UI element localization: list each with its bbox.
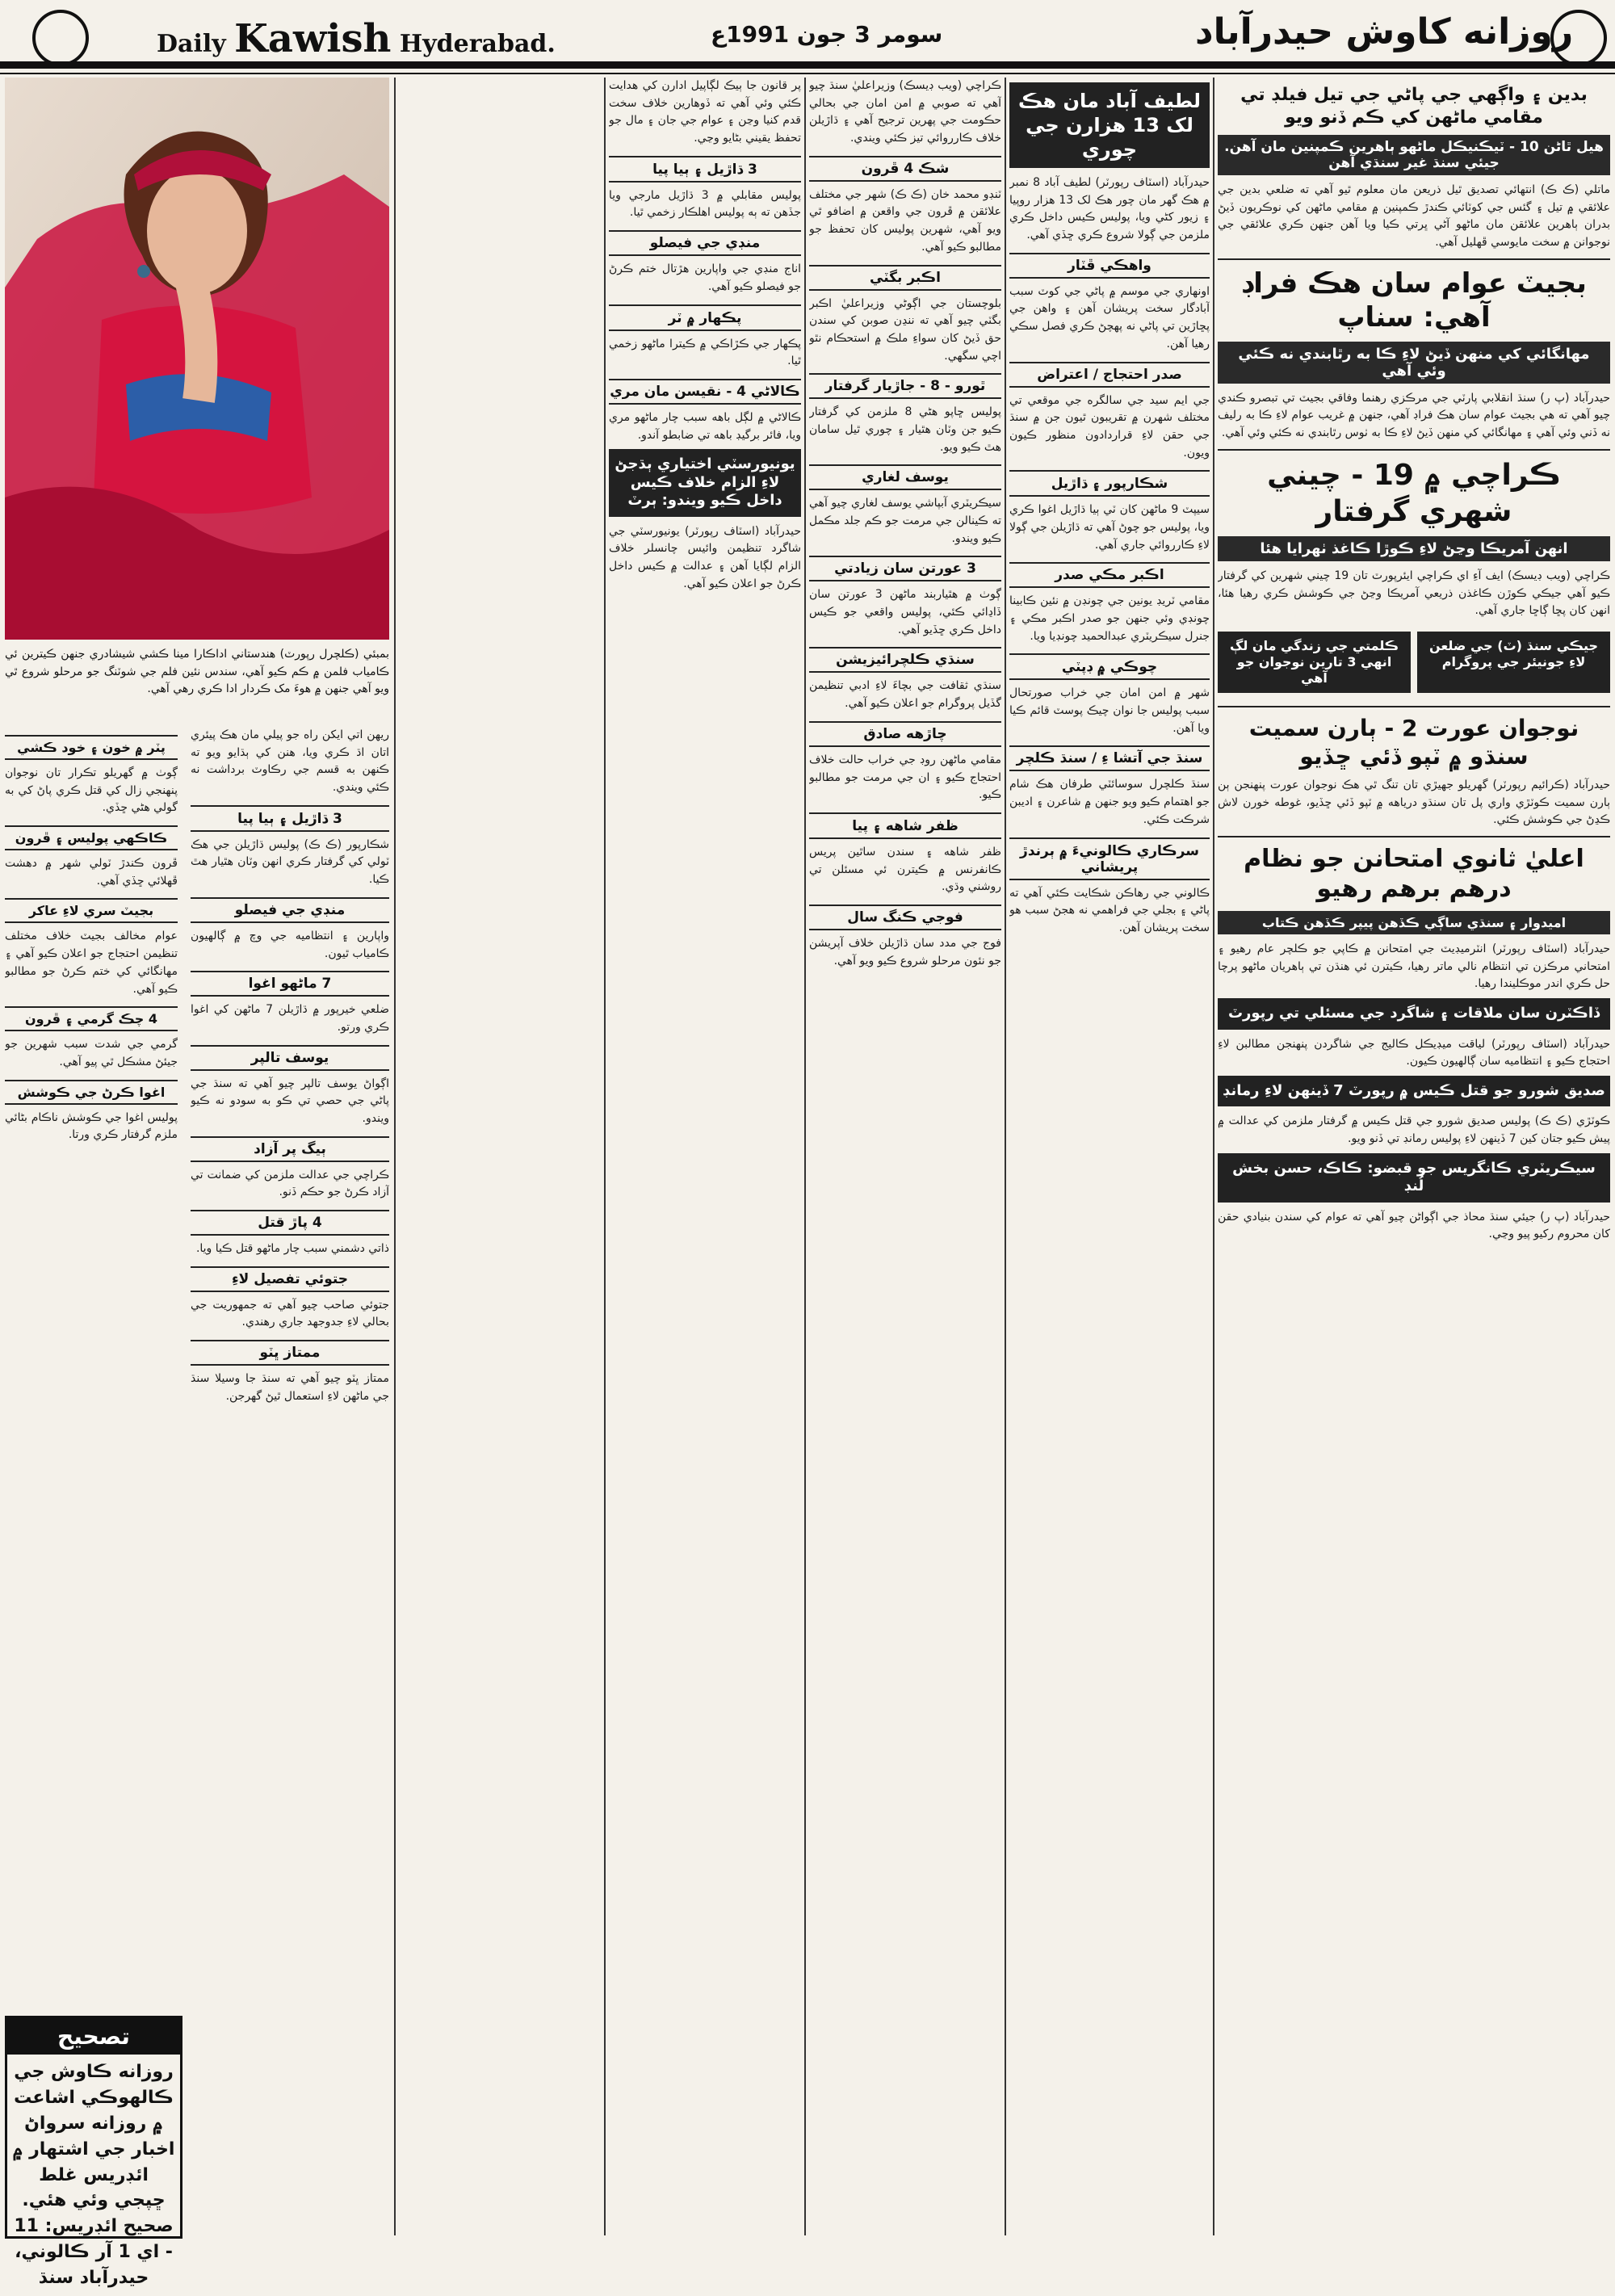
article-bugti: بلوچستان جي اڳوڻي وزيراعليٰ اڪبر بگٽي چيو آهي ته ننڍن صوبن کي سندن حق ڏيڻ کان سواءِ ملڪ ۾ استحڪام نٿو اچي سگهي. [809, 296, 1001, 363]
column-rule [394, 78, 396, 2235]
column-2 [1009, 78, 1210, 2235]
headline-army: فوجي ڪنگ سال [809, 905, 1001, 930]
headline-police-robbery: ڪاڪهي پوليس ۽ ڦرون [5, 825, 178, 850]
article-shikarpur: سيپٽ 9 ماڻهن کان ٽي ٻيا ڌاڙيل اغوا ڪري ويا، پوليس جو چوڻ آهي ته ڌاڙيلن جي ڳولا لاءِ ڪارروائي جاري آهي. [1009, 503, 1210, 552]
headline-road: چاڙهه صادق [809, 721, 1001, 747]
headline-checkpost: چوڪي ۾ ڊپٽي [1009, 653, 1210, 680]
correction-title: تصحيح [7, 2018, 180, 2055]
article-culture: سنڌ ڪلچرل سوسائٽي طرفان هڪ شام جو اهتمام ڪيو ويو جنهن ۾ شاعرن ۽ اديبن شرڪت ڪئي. [1009, 778, 1210, 826]
headline-chinese-arrested: ڪراچي ۾ 19 - چيني شهري گرفتار [1267, 458, 1561, 528]
column-5 [191, 727, 389, 2234]
headline-budget-fraud: بجيٽ عوام سان هڪ فراڊ آهي: سناپ [1241, 267, 1587, 334]
column-4 [609, 78, 801, 2235]
headline-bugti: اڪبر بگٽي [809, 265, 1001, 291]
correction-body: روزانه ڪاوش جي ڪالهوڪي اشاعت ۾ روزانه سرواڻ اخبار جي اشتهار ۾ ائڊريس غلط ڇپجي وئي هئي. صحيح ائڊريس: 11 - اي 1 آر ڪالوني، حيدرآباد سنڌ [12, 2062, 175, 2289]
article-law-agencies: پر قانون جا ٻيڪ لڳاپيل ادارن کي هدايت ڪئي وئي آهي ته ڏوهارين خلاف سخت قدم کنيا وڃن ۽ عوام جي جان ۽ مال جو تحفظ يقيني بڻايو وڃي. [609, 79, 801, 145]
boxed-headline-remand: صديق شورو جو قتل ڪيس ۾ رپورٽ 7 ڏينهن لاءِ رمانڊ [1218, 1076, 1610, 1107]
masthead-ornament-right [1550, 10, 1607, 66]
headline-woman-river: نوجوان عورت 2 - ٻارن سميت سنڌو ۾ ٽپو ڏئي ڇڏيو [1248, 714, 1579, 770]
headline-murders: 4 پاڙ قتل [191, 1210, 389, 1236]
article-theft: حيدرآباد (اسٽاف رپورٽر) لطيف آباد 8 نمبر ۾ هڪ گهر مان چور هڪ لک 13 هزار روپيا ۽ زيور کڻي ويا، پوليس ڪيس داخل ڪري ملزمن جي ڳولا شروع ڪري ڇڏي آهي. [1009, 176, 1210, 242]
article-mandi-2: واپارين ۽ انتظاميه جي وچ ۾ ڳالهيون ڪامياب ٿيون. [191, 929, 389, 960]
article-checkpost: شهر ۾ امن امان جي خراب صورتحال سبب پوليس جا نوان چيڪ پوسٽ قائم ڪيا ويا آهن. [1009, 686, 1210, 735]
correction-box [5, 2016, 182, 2289]
masthead-rule [0, 61, 1615, 69]
headline-robberies: شڪ 4 ڦرون [809, 156, 1001, 182]
headline-kidnap: 7 ماڻهو اغوا [191, 971, 389, 997]
article-colony: ڪالوني جي رهاڪن شڪايت ڪئي آهي ته پاڻي ۽ بجلي جي فراهمي نه هجڻ سبب هو سخت پريشان آهن. [1009, 886, 1210, 934]
article-congress: حيدرآباد (پ ر) جيئي سنڌ محاذ جي اڳواڻن چيو آهي ته عوام کي سندن بنيادي حقن کان محروم رکيو پيو وڃي. [1218, 1210, 1610, 1241]
headline-kidnap-attempt: اغوا ڪرڻ جي ڪوشش [5, 1080, 178, 1105]
boxed-headline-doctors: ڏاڪٽرن سان ملاقات ۽ شاگرد جي مسئلي تي رپورٽ [1218, 998, 1610, 1030]
headline-colony: سرڪاري ڪالونيءَ ۾ ٻرندڙ پريشاني [1009, 837, 1210, 880]
article-canal: اونهاري جي موسم ۾ پاڻي جي کوٽ سبب آبادگار سخت پريشان آهن ۽ واهن جي پڇاڙين تي پاڻي نه پهچڻ ڪري فصل سڪي رهيا آهن. [1009, 284, 1210, 350]
headline-dacoits: 3 ڌاڙيل ۽ ٻيا پيا [609, 156, 801, 183]
article-chinese-arrested: ڪراچي (ويب ڊيسڪ) ايف آءِ اي ڪراچي ايئرپورٽ تان 19 چيني شهرين کي گرفتار ڪيو آهي جيڪي ڪوڙن ڪاغذن ذريعي آمريڪا وڃڻ جي ڪوشش ڪري رهيا هئا، انهن کان پڇا ڳاڇا جاري آهي. [1218, 569, 1610, 618]
subhead-chinese-arrested: انهن آمريڪا وڃڻ لاءِ ڪوڙا ڪاغذ ٺهرايا هئا [1218, 536, 1610, 561]
headline-fire: ڪالاڻي 4 - نقيسن مان مري [609, 379, 801, 405]
divider [1218, 706, 1610, 707]
masthead-ornament-left [32, 10, 89, 66]
column-rule [804, 78, 806, 2235]
headline-jatoi: جتوئي تفصيل لاءِ [191, 1266, 389, 1292]
headline-women: 3 عورتن سان زيادتي [809, 556, 1001, 581]
article-chief-minister: ڪراچي (ويب ڊيسڪ) وزيراعليٰ سنڌ چيو آهي ته صوبي ۾ امن امان جي بحالي حڪومت جي پهرين ترجيح آهي ۽ ڌاڙيلن خلاف ڪارروائي تيز ڪئي ويندي. [809, 79, 1001, 145]
article-kidnap-attempt: پوليس اغوا جي ڪوشش ناڪام بڻائي ملزم گرفتار ڪري ورتا. [5, 1110, 178, 1142]
headline-arrests: ٿورو - 8 - جاڙيار گرفتار [809, 373, 1001, 399]
headline-bail: ٻيگ پر آزاد [191, 1136, 389, 1162]
headline-dacoits-2: 3 ڌاڙيل ۽ ٻيا پيا [191, 805, 389, 832]
article-mumtaz-bhutto: ممتاز ڀٽو چيو آهي ته سنڌ جا وسيلا سنڌ جي ماڻهن لاءِ استعمال ٿيڻ گهرجن. [191, 1372, 389, 1403]
headline-pakhar: پڪهار ۾ ٽر [609, 304, 801, 331]
article-zafar-shah: ظفر شاهه ۽ سندن ساٿين پريس ڪانفرنس ۾ ڪيترن ئي مسئلن تي روشني وڌي. [809, 845, 1001, 894]
headline-budget-protest: بجيٽ سري لاءِ عاکر [5, 898, 178, 923]
article-akbar-makki: مقامي ٽريڊ يونين جي چونڊن ۾ نئين ڪابينا چونڊي وئي جنهن جو صدر اڪبر مڪي ۽ جنرل سيڪريٽري عبدالحميد چونڊيا ويا. [1009, 594, 1210, 643]
masthead-rule-thin [0, 73, 1615, 74]
article-murder-suicide: ڳوٺ ۾ گهريلو تڪرار تان نوجوان پنهنجي زال کي قتل ڪري پاڻ کي به گولي هڻي ڇڏي. [5, 766, 178, 815]
divider [1218, 449, 1610, 451]
actress-photo [5, 78, 389, 640]
article-kidnap: ضلعي خيرپور ۾ ڌاڙيلن 7 ماڻهن کي اغوا ڪري ورتو. [191, 1003, 389, 1034]
article-dacoits-2: شڪارپور (ڪ ڪ) پوليس ڌاڙيلن جي هڪ ٽولي کي گرفتار ڪري انهن وٽان هٿيار هٿ ڪيا. [191, 837, 389, 887]
article-dacoits: پوليس مقابلي ۾ 3 ڌاڙيل مارجي ويا جڏهن ته ٻه پوليس اهلڪار زخمي ٿيا. [609, 188, 801, 220]
divider [1218, 258, 1610, 260]
column-rule [1213, 78, 1214, 2235]
subhead-budget-fraud: مهانگائي کي منهن ڏيڻ لاءِ ڪا به رٿابندي نه ڪئي وئي آهي [1218, 342, 1610, 384]
article-warning: ريهن اتي ايکن راه جو پيلي مان هڪ پيئري اتان اڌ ڪري ويا، هنن کي ٻڌايو ويو ته ڪنهن به قسم جي رڪاوٽ برداشت نه ڪئي ويندي. [191, 728, 389, 795]
headline-yousuf-talpur: يوسف تالپر [191, 1045, 389, 1071]
headline-yousuf-leghari: يوسف لغاري [809, 464, 1001, 490]
boxed-headline-b: ڪلمتي جي زندگي مان لڳ انهي 3 تارين نوجوان جو آهي [1218, 632, 1411, 693]
column-right [1218, 78, 1610, 2235]
masthead-urdu-title: روزانه كاوش حيدرآباد [1195, 11, 1574, 52]
photo-caption: بمبئي (ڪلچرل رپورٽ) هندستاني اداڪارا مينا ڪشي شيشادري جنهن ڪيترين ئي ڪامياب فلمن ۾ ڪم ڪيو آهي، سندس نئين فلم جي شوٽنگ جو مرحلو شروع ٿي ويو آهي جنهن ۾ هوءَ مک ڪردار ادا ڪري رهي آهي. [5, 648, 389, 696]
column-6 [5, 727, 178, 2011]
article-fire: ڪالاڻي ۾ لڳل باهه سبب چار ماڻهو مري ويا، فائر برگيڊ باهه تي ضابطو آندو. [609, 410, 801, 442]
article-budget-protest: عوام مخالف بجيٽ خلاف مختلف تنظيمن احتجاج جو اعلان ڪيو آهي ۽ مهانگائي کي ختم ڪرڻ جو مطالبو ڪيو آهي. [5, 930, 178, 996]
masthead [0, 0, 1615, 66]
column-rule [604, 78, 606, 2235]
masthead-english-prefix: Daily [157, 30, 226, 58]
article-women: ڳوٺ ۾ هٿياربند ماڻهن 3 عورتن سان ڏاڍائي ڪئي، پوليس واقعي جو ڪيس داخل ڪري ڇڏيو آهي. [809, 588, 1001, 636]
headline-culture: سنڌ جي آتشا ءِ / سنڌ ڪلچر [1009, 745, 1210, 771]
article-woman-river: حيدرآباد (ڪرائيم رپورٽر) گهريلو جهيڙي تان تنگ ٿي هڪ نوجوان عورت پنهنجن ٻن ٻارن سميت ڪوٽڙي واري پل تان سنڌو درياهه ۾ ٽپو ڏئي ڇڏيو، غوطه خورن لاش ڪڍڻ جي ڪوشش ڪئي. [1218, 778, 1610, 827]
article-yousuf-talpur: اڳواڻ يوسف تالپر چيو آهي ته سنڌ جي پاڻي جي حصي تي ڪو به سودو نه ڪيو ويندو. [191, 1077, 389, 1125]
boxed-headline-a: جيڪي سنڌ (ٽ) جي ضلعن لاءِ جونيئر جي پروگرام [1417, 632, 1610, 693]
masthead-date: سومر 3 جون 1991ع [711, 21, 943, 48]
headline-mumtaz-bhutto: ممتاز ڀٽو [191, 1340, 389, 1366]
headline-mandi-2: منڊي جي فيصلو [191, 897, 389, 923]
masthead-english-city: Hyderabad. [399, 30, 556, 58]
headline-shikarpur: شڪارپور ۽ ڌاڙيل [1009, 470, 1210, 497]
article-protest: جي ايم سيد جي سالگره جي موقعي تي مختلف شهرن ۾ تقريبون ٿيون جن ۾ سنڌ جي حقن لاءِ قراردادون منظور ڪيون ويون. [1009, 393, 1210, 460]
boxed-headline-congress: سيڪريٽري ڪانگريس جو قبضو: ڪاڪ، حسن بخش لُنڊ [1218, 1153, 1610, 1203]
article-army: فوج جي مدد سان ڌاڙيلن خلاف آپريشن جو نئون مرحلو شروع ڪيو ويو آهي. [809, 936, 1001, 968]
article-oil-field: ماتلي (ڪ ڪ) انتهائي تصديق ٿيل ذريعن مان معلوم ٿيو آهي ته ضلعي بدين جي علائقي ۾ تيل ۽ گئس جي کوٽائي ڪندڙ ڪمپنين ۾ مقامي ماڻهن کي نوڪريون ڏيڻ بدران ٻاهرين علائقن مان ماڻهو آڻي ڀرتي ڪيا ويا آهن جنهن ڪري علائقي جي نوجوانن ۾ سخت مايوسي ڦهليل آهي. [1218, 183, 1610, 250]
article-doctors: حيدرآباد (اسٽاف رپورٽر) لياقت ميڊيڪل ڪاليج جي شاگردن پنهنجن مطالبن لاءِ احتجاج ڪيو ۽ انتظاميه سان ڳالهيون ڪيون. [1218, 1037, 1610, 1068]
actress-illustration [5, 78, 389, 640]
article-robberies: ٽنڊو محمد خان (ڪ ڪ) شهر جي مختلف علائقن ۾ ڦرون جي واقعن ۾ اضافو ٿي ويو آهي، شهرين پوليس کان تحفظ جو مطالبو ڪيو آهي. [809, 187, 1001, 254]
headline-exams: اعليٰ ثانوي امتحانن جو نظام درهم برهم رهيو [1244, 844, 1584, 904]
subhead-oil-field: هيل ٿاڻن 10 - ٽيڪنيڪل ماڻهو ٻاهرين ڪمپنين مان آهن. جيئي سنڌ غير سنڌي آهن [1218, 135, 1610, 175]
article-budget-fraud: حيدرآباد (پ ر) سنڌ انقلابي پارٽي جي مرڪزي رهنما وفاقي بجيٽ تي تبصرو ڪندي چيو آهي ته هي بجيٽ عوام سان هڪ فراڊ آهي، جنهن ۾ غريب عوام لاءِ ڪا به رليف نه ڏني وئي آهي ۽ مهانگائي کي منهن ڏيڻ لاءِ ڪا به ٺوس رٿابندي نه ڪئي وئي آهي. [1218, 391, 1610, 440]
headline-sindhi-culture: سنڌي ڪلچرائيزيشن [809, 647, 1001, 673]
article-pakhar: پڪهار جي ڪڙاڪي ۾ ڪيترا ماڻهو زخمي ٿيا. [609, 337, 801, 368]
headline-protest: صدر احتجاج / اعتراض [1009, 362, 1210, 388]
masthead-english [157, 16, 556, 61]
headline-university: يونيورسٽي اختياري ٻڌجڻ لاءِ الزام خلاف ڪيس داخل ڪيو ويندو: ٻرٽ [609, 449, 801, 517]
headline-oil-field: بدين ۽ واڳهي جي پاڻي جي تيل فيلڊ تي مقامي ماڻهن کي ڪم ڏنو ويو [1240, 85, 1588, 128]
headline-canal: واهڪي ڦٽار [1009, 253, 1210, 279]
headline-mandi: منڊي جي فيصلو [609, 230, 801, 256]
article-police-robbery: ڦرون ڪندڙ ٽولي شهر ۾ دهشت ڦهلائي ڇڏي آهي. [5, 857, 178, 888]
headline-akbar-makki: اڪبر مڪي صدر [1009, 562, 1210, 588]
article-murders: ذاتي دشمني سبب چار ماڻهو قتل ڪيا ويا. [195, 1242, 389, 1255]
column-rule [1005, 78, 1006, 2235]
subhead-exams: اميدوار ۽ سنڌي ساڳي ڪڏهن پيپر ڪڏهن ڪتاب [1218, 911, 1610, 934]
article-exams: حيدرآباد (اسٽاف رپورٽر) انٽرميڊيٽ جي امتحانن ۾ ڪاپي جو ڪلچر عام رهيو ۽ امتحاني مرڪزن تي انتظام نالي ماتر رهيا، ڪيترن ئي هنڌن تي ٻاهريان ماڻهو پرچا حل ڪري اندر موڪليندا رهيا. [1218, 942, 1610, 991]
article-bail: ڪراچي جي عدالت ملزمن کي ضمانت تي آزاد ڪرڻ جو حڪم ڏنو. [191, 1168, 389, 1199]
article-yousuf-leghari: سيڪريٽري آبپاشي يوسف لغاري چيو آهي ته ڪينالن جي مرمت جو ڪم جلد مڪمل ڪيو ويندو. [809, 497, 1001, 545]
article-jatoi: جتوئي صاحب چيو آهي ته جمهوريت جي بحالي لاءِ جدوجهد جاري رهندي. [191, 1298, 389, 1329]
headline-zafar-shah: ظفر شاهه ۽ پيا [809, 812, 1001, 839]
masthead-english-name: Kawish [234, 16, 392, 61]
column-3 [809, 78, 1001, 2235]
article-heat: گرمي جي شدت سبب شهرين جو جيئڻ مشڪل ٿي پيو آهي. [5, 1038, 178, 1068]
article-arrests: پوليس ڇاپو هڻي 8 ملزمن کي گرفتار ڪيو جن وٽان هٿيار ۽ چوري ٿيل سامان هٿ ڪيو ويو. [809, 405, 1001, 454]
article-mandi: اناج منڊي جي واپارين هڙتال ختم ڪرڻ جو فيصلو ڪيو آهي. [609, 262, 801, 293]
headline-murder-suicide: پٽر ۾ خون ۽ خود ڪشي [5, 735, 178, 760]
article-road: مقامي ماڻهن روڊ جي خراب حالت خلاف احتجاج ڪيو ۽ ان جي مرمت جو مطالبو ڪيو. [809, 753, 1001, 802]
article-remand: ڪوٽڙي (ڪ ڪ) پوليس صديق شورو جي قتل ڪيس ۾ گرفتار ملزمن کي عدالت ۾ پيش ڪيو جتان کين 7 ڏينهن لاءِ پوليس رمانڊ تي ڏنو ويو. [1218, 1114, 1610, 1146]
headline-heat: 4 چڪ گرمي ۽ ڦرون [5, 1006, 178, 1031]
headline-theft: لطيف آباد مان هڪ لک 13 هزارن جي چوري [1009, 82, 1210, 168]
article-university: حيدرآباد (اسٽاف رپورٽر) يونيورسٽي جي شاگرد تنظيمن وائيس چانسلر خلاف الزام لڳايا آهن ۽ عدالت ۾ ڪيس داخل ڪرڻ جو اعلان ڪيو آهي. [609, 524, 801, 590]
divider [1218, 836, 1610, 837]
article-sindhi-culture: سنڌي ثقافت جي بچاءَ لاءِ ادبي تنظيمن گڏيل پروگرام جو اعلان ڪيو آهي. [809, 679, 1001, 711]
